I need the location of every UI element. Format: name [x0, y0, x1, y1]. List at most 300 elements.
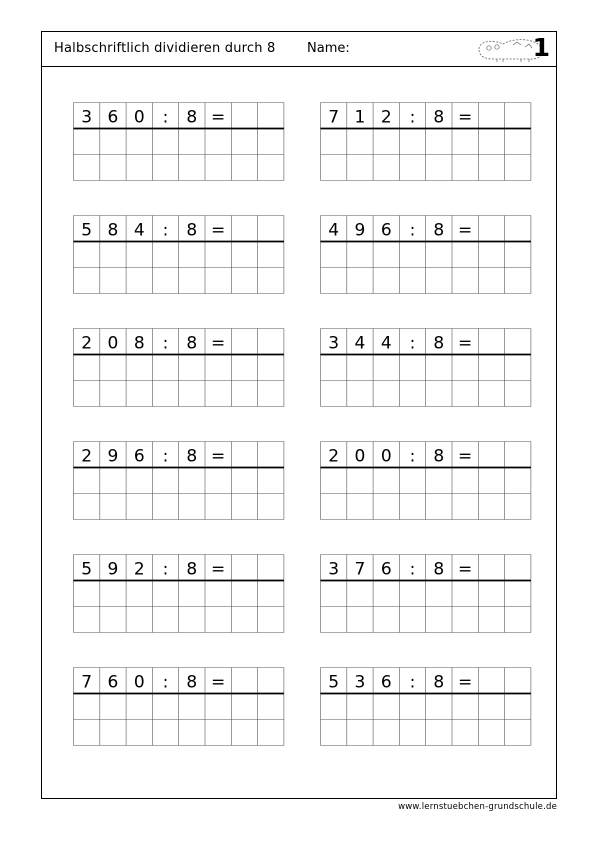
answer-cell[interactable] — [348, 269, 372, 293]
answer-cell[interactable] — [75, 156, 99, 180]
divisor-digit: 8 — [186, 220, 198, 241]
division-operator: : — [162, 333, 169, 354]
dividend-digit: 7 — [328, 107, 340, 128]
answer-cell[interactable] — [232, 130, 256, 154]
answer-cell[interactable] — [374, 721, 398, 745]
answer-cell[interactable] — [75, 269, 99, 293]
answer-cell[interactable] — [479, 382, 503, 406]
answer-cell[interactable] — [506, 156, 530, 180]
result-cell[interactable] — [506, 443, 530, 467]
answer-cell[interactable] — [506, 356, 530, 380]
answer-cell[interactable] — [180, 130, 204, 154]
answer-cell[interactable] — [374, 356, 398, 380]
answer-cell[interactable] — [322, 582, 346, 606]
divisor-digit: 8 — [433, 220, 445, 241]
dividend-digit: 6 — [133, 446, 145, 467]
answer-cell[interactable] — [453, 243, 477, 267]
dividend-digit: 4 — [328, 220, 340, 241]
answer-cell[interactable] — [153, 156, 177, 180]
answer-cell[interactable] — [374, 608, 398, 632]
answer-cell[interactable] — [180, 582, 204, 606]
answer-cell[interactable] — [259, 695, 283, 719]
answer-cell[interactable] — [259, 382, 283, 406]
answer-cell[interactable] — [427, 269, 451, 293]
result-cell[interactable] — [479, 217, 503, 241]
answer-cell[interactable] — [206, 469, 230, 493]
dividend-digit: 6 — [107, 107, 119, 128]
answer-cell[interactable] — [206, 382, 230, 406]
answer-cell[interactable] — [232, 469, 256, 493]
answer-cell[interactable] — [153, 721, 177, 745]
answer-cell[interactable] — [75, 356, 99, 380]
answer-cell[interactable] — [322, 130, 346, 154]
answer-cell[interactable] — [232, 495, 256, 519]
answer-cell[interactable] — [180, 695, 204, 719]
answer-cell[interactable] — [400, 582, 424, 606]
answer-cell[interactable] — [348, 721, 372, 745]
answer-cell[interactable] — [127, 695, 151, 719]
answer-cell[interactable] — [75, 608, 99, 632]
divisor-digit: 8 — [186, 446, 198, 467]
dividend-digit: 5 — [81, 220, 93, 241]
answer-cell[interactable] — [206, 269, 230, 293]
answer-cell[interactable] — [506, 608, 530, 632]
answer-cell[interactable] — [153, 243, 177, 267]
answer-cell[interactable] — [259, 156, 283, 180]
result-cell[interactable] — [259, 443, 283, 467]
dividend-digit: 0 — [380, 446, 392, 467]
answer-cell[interactable] — [153, 356, 177, 380]
answer-cell[interactable] — [101, 269, 125, 293]
answer-cell[interactable] — [453, 156, 477, 180]
result-cell[interactable] — [259, 556, 283, 580]
answer-cell[interactable] — [427, 130, 451, 154]
answer-cell[interactable] — [75, 243, 99, 267]
worksheet-header — [42, 32, 556, 67]
result-cell[interactable] — [506, 104, 530, 128]
answer-cell[interactable] — [206, 695, 230, 719]
answer-cell[interactable] — [206, 608, 230, 632]
result-cell[interactable] — [479, 669, 503, 693]
answer-cell[interactable] — [400, 382, 424, 406]
dividend-digit: 4 — [354, 333, 366, 354]
answer-cell[interactable] — [400, 130, 424, 154]
result-cell[interactable] — [259, 330, 283, 354]
answer-cell[interactable] — [427, 695, 451, 719]
answer-cell[interactable] — [127, 469, 151, 493]
dividend-digit: 0 — [107, 333, 119, 354]
answer-cell[interactable] — [75, 469, 99, 493]
equals-sign: = — [211, 220, 226, 241]
equals-sign: = — [458, 333, 473, 354]
answer-cell[interactable] — [127, 356, 151, 380]
answer-cell[interactable] — [232, 582, 256, 606]
answer-cell[interactable] — [232, 721, 256, 745]
dividend-digit: 9 — [107, 559, 119, 580]
answer-cell[interactable] — [453, 695, 477, 719]
answer-cell[interactable] — [153, 382, 177, 406]
answer-cell[interactable] — [348, 495, 372, 519]
answer-grid — [320, 554, 532, 634]
answer-cell[interactable] — [101, 582, 125, 606]
answer-cell[interactable] — [400, 721, 424, 745]
answer-cell[interactable] — [75, 721, 99, 745]
dividend-digit: 0 — [133, 107, 145, 128]
division-task — [320, 554, 530, 632]
answer-cell[interactable] — [101, 695, 125, 719]
answer-cell[interactable] — [206, 156, 230, 180]
equals-sign: = — [458, 559, 473, 580]
dividend-digit: 1 — [354, 107, 366, 128]
answer-cell[interactable] — [506, 269, 530, 293]
answer-cell[interactable] — [348, 608, 372, 632]
answer-cell[interactable] — [479, 130, 503, 154]
equals-sign: = — [458, 220, 473, 241]
result-cell[interactable] — [259, 669, 283, 693]
answer-cell[interactable] — [259, 243, 283, 267]
answer-cell[interactable] — [400, 608, 424, 632]
answer-cell[interactable] — [506, 495, 530, 519]
answer-cell[interactable] — [453, 608, 477, 632]
dividend-digit: 2 — [380, 107, 392, 128]
answer-cell[interactable] — [153, 130, 177, 154]
answer-cell[interactable] — [232, 356, 256, 380]
answer-cell[interactable] — [180, 156, 204, 180]
answer-cell[interactable] — [75, 495, 99, 519]
answer-cell[interactable] — [322, 243, 346, 267]
answer-cell[interactable] — [506, 243, 530, 267]
answer-cell[interactable] — [206, 582, 230, 606]
answer-cell[interactable] — [348, 356, 372, 380]
answer-cell[interactable] — [322, 382, 346, 406]
answer-cell[interactable] — [479, 356, 503, 380]
answer-cell[interactable] — [259, 495, 283, 519]
answer-cell[interactable] — [348, 695, 372, 719]
answer-cell[interactable] — [232, 156, 256, 180]
answer-grid — [73, 667, 285, 747]
answer-cell[interactable] — [127, 582, 151, 606]
division-operator: : — [162, 107, 169, 128]
answer-cell[interactable] — [400, 156, 424, 180]
result-cell[interactable] — [232, 217, 256, 241]
result-cell[interactable] — [506, 669, 530, 693]
division-task — [73, 441, 283, 519]
answer-cell[interactable] — [322, 356, 346, 380]
answer-cell[interactable] — [374, 582, 398, 606]
answer-cell[interactable] — [180, 469, 204, 493]
answer-cell[interactable] — [153, 695, 177, 719]
answer-grid — [73, 554, 285, 634]
dividend-digit: 3 — [328, 333, 340, 354]
dividend-digit: 9 — [354, 220, 366, 241]
answer-cell[interactable] — [427, 495, 451, 519]
answer-grid — [320, 667, 532, 747]
answer-cell[interactable] — [153, 469, 177, 493]
answer-cell[interactable] — [322, 469, 346, 493]
answer-cell[interactable] — [259, 469, 283, 493]
dividend-digit: 0 — [354, 446, 366, 467]
result-cell[interactable] — [506, 556, 530, 580]
answer-cell[interactable] — [453, 495, 477, 519]
dividend-digit: 2 — [328, 446, 340, 467]
division-operator: : — [409, 220, 416, 241]
answer-cell[interactable] — [75, 582, 99, 606]
answer-cell[interactable] — [322, 269, 346, 293]
dividend-digit: 0 — [133, 672, 145, 693]
answer-cell[interactable] — [427, 582, 451, 606]
answer-cell[interactable] — [101, 469, 125, 493]
equals-sign: = — [211, 446, 226, 467]
dividend-digit: 3 — [354, 672, 366, 693]
answer-cell[interactable] — [348, 156, 372, 180]
answer-grid — [320, 102, 532, 182]
result-cell[interactable] — [479, 443, 503, 467]
answer-cell[interactable] — [206, 243, 230, 267]
answer-cell[interactable] — [400, 243, 424, 267]
result-cell[interactable] — [479, 556, 503, 580]
answer-cell[interactable] — [75, 695, 99, 719]
equals-sign: = — [458, 107, 473, 128]
answer-cell[interactable] — [453, 382, 477, 406]
equals-sign: = — [211, 107, 226, 128]
answer-cell[interactable] — [127, 721, 151, 745]
dividend-digit: 2 — [81, 446, 93, 467]
division-task — [320, 102, 530, 180]
answer-cell[interactable] — [506, 721, 530, 745]
answer-cell[interactable] — [101, 608, 125, 632]
answer-cell[interactable] — [232, 382, 256, 406]
answer-cell[interactable] — [479, 695, 503, 719]
name-label: Name: — [307, 41, 350, 56]
answer-cell[interactable] — [322, 608, 346, 632]
answer-cell[interactable] — [506, 382, 530, 406]
divisor-digit: 8 — [433, 333, 445, 354]
answer-cell[interactable] — [232, 695, 256, 719]
answer-cell[interactable] — [206, 495, 230, 519]
answer-cell[interactable] — [506, 582, 530, 606]
answer-cell[interactable] — [506, 469, 530, 493]
division-operator: : — [409, 446, 416, 467]
answer-cell[interactable] — [506, 695, 530, 719]
dividend-digit: 3 — [328, 559, 340, 580]
dividend-digit: 9 — [107, 446, 119, 467]
answer-cell[interactable] — [322, 695, 346, 719]
answer-cell[interactable] — [479, 582, 503, 606]
answer-cell[interactable] — [427, 243, 451, 267]
result-cell[interactable] — [232, 104, 256, 128]
equals-sign: = — [458, 446, 473, 467]
dividend-digit: 7 — [354, 559, 366, 580]
dividend-digit: 5 — [328, 672, 340, 693]
answer-cell[interactable] — [479, 495, 503, 519]
divisor-digit: 8 — [433, 107, 445, 128]
answer-cell[interactable] — [180, 721, 204, 745]
answer-cell[interactable] — [206, 356, 230, 380]
answer-cell[interactable] — [453, 130, 477, 154]
result-cell[interactable] — [506, 330, 530, 354]
answer-cell[interactable] — [374, 156, 398, 180]
answer-cell[interactable] — [101, 382, 125, 406]
answer-cell[interactable] — [374, 243, 398, 267]
answer-cell[interactable] — [127, 382, 151, 406]
division-task — [320, 215, 530, 293]
answer-cell[interactable] — [374, 695, 398, 719]
answer-cell[interactable] — [479, 721, 503, 745]
answer-cell[interactable] — [479, 269, 503, 293]
answer-cell[interactable] — [153, 608, 177, 632]
result-cell[interactable] — [232, 330, 256, 354]
answer-grid — [320, 215, 532, 295]
answer-cell[interactable] — [259, 582, 283, 606]
answer-cell[interactable] — [427, 382, 451, 406]
dividend-digit: 6 — [380, 672, 392, 693]
answer-cell[interactable] — [180, 243, 204, 267]
answer-cell[interactable] — [127, 608, 151, 632]
answer-cell[interactable] — [101, 721, 125, 745]
answer-cell[interactable] — [259, 356, 283, 380]
answer-cell[interactable] — [101, 156, 125, 180]
answer-cell[interactable] — [322, 156, 346, 180]
divisor-digit: 8 — [186, 672, 198, 693]
answer-cell[interactable] — [400, 469, 424, 493]
answer-cell[interactable] — [75, 130, 99, 154]
dividend-digit: 4 — [380, 333, 392, 354]
division-task — [73, 215, 283, 293]
division-operator: : — [162, 220, 169, 241]
equals-sign: = — [458, 672, 473, 693]
answer-cell[interactable] — [400, 356, 424, 380]
division-task — [73, 667, 283, 745]
answer-cell[interactable] — [348, 469, 372, 493]
answer-cell[interactable] — [259, 608, 283, 632]
answer-cell[interactable] — [206, 130, 230, 154]
answer-cell[interactable] — [374, 495, 398, 519]
division-task — [320, 441, 530, 519]
answer-cell[interactable] — [427, 608, 451, 632]
answer-cell[interactable] — [206, 721, 230, 745]
answer-cell[interactable] — [374, 130, 398, 154]
result-cell[interactable] — [259, 217, 283, 241]
answer-cell[interactable] — [322, 495, 346, 519]
dividend-digit: 7 — [81, 672, 93, 693]
answer-cell[interactable] — [101, 495, 125, 519]
answer-cell[interactable] — [127, 495, 151, 519]
division-task — [320, 667, 530, 745]
answer-cell[interactable] — [374, 469, 398, 493]
division-task — [73, 102, 283, 180]
answer-cell[interactable] — [348, 382, 372, 406]
answer-cell[interactable] — [232, 243, 256, 267]
division-task — [73, 328, 283, 406]
result-cell[interactable] — [479, 330, 503, 354]
answer-cell[interactable] — [427, 356, 451, 380]
answer-cell[interactable] — [453, 582, 477, 606]
answer-cell[interactable] — [400, 495, 424, 519]
answer-cell[interactable] — [101, 243, 125, 267]
divisor-digit: 8 — [186, 333, 198, 354]
answer-cell[interactable] — [506, 130, 530, 154]
answer-cell[interactable] — [400, 695, 424, 719]
answer-cell[interactable] — [348, 582, 372, 606]
answer-cell[interactable] — [180, 356, 204, 380]
answer-cell[interactable] — [75, 382, 99, 406]
dividend-digit: 8 — [133, 333, 145, 354]
answer-cell[interactable] — [180, 382, 204, 406]
answer-cell[interactable] — [427, 469, 451, 493]
answer-cell[interactable] — [348, 130, 372, 154]
answer-grid — [73, 215, 285, 295]
result-cell[interactable] — [259, 104, 283, 128]
answer-cell[interactable] — [259, 721, 283, 745]
answer-cell[interactable] — [322, 721, 346, 745]
divisor-digit: 8 — [186, 107, 198, 128]
division-operator: : — [409, 559, 416, 580]
answer-cell[interactable] — [127, 243, 151, 267]
equals-sign: = — [211, 333, 226, 354]
answer-grid — [73, 441, 285, 521]
answer-cell[interactable] — [479, 156, 503, 180]
division-operator: : — [162, 559, 169, 580]
answer-cell[interactable] — [374, 382, 398, 406]
answer-cell[interactable] — [453, 269, 477, 293]
answer-cell[interactable] — [479, 243, 503, 267]
answer-cell[interactable] — [232, 269, 256, 293]
answer-cell[interactable] — [180, 495, 204, 519]
result-cell[interactable] — [232, 556, 256, 580]
answer-cell[interactable] — [427, 156, 451, 180]
dividend-digit: 3 — [81, 107, 93, 128]
answer-cell[interactable] — [400, 269, 424, 293]
divisor-digit: 8 — [433, 446, 445, 467]
answer-cell[interactable] — [153, 495, 177, 519]
answer-cell[interactable] — [259, 130, 283, 154]
answer-cell[interactable] — [374, 269, 398, 293]
dividend-digit: 5 — [81, 559, 93, 580]
equals-sign: = — [211, 559, 226, 580]
answer-cell[interactable] — [180, 608, 204, 632]
answer-cell[interactable] — [127, 156, 151, 180]
answer-cell[interactable] — [180, 269, 204, 293]
division-operator: : — [162, 672, 169, 693]
result-cell[interactable] — [232, 669, 256, 693]
answer-grid — [320, 328, 532, 408]
division-task — [320, 328, 530, 406]
answer-cell[interactable] — [101, 356, 125, 380]
answer-cell[interactable] — [153, 582, 177, 606]
answer-cell[interactable] — [453, 721, 477, 745]
dividend-digit: 2 — [133, 559, 145, 580]
answer-cell[interactable] — [232, 608, 256, 632]
answer-cell[interactable] — [453, 469, 477, 493]
result-cell[interactable] — [506, 217, 530, 241]
worksheet-title: Halbschriftlich dividieren durch 8 — [54, 41, 276, 56]
answer-cell[interactable] — [479, 608, 503, 632]
divisor-digit: 8 — [186, 559, 198, 580]
answer-cell[interactable] — [259, 269, 283, 293]
answer-cell[interactable] — [127, 269, 151, 293]
answer-cell[interactable] — [127, 130, 151, 154]
answer-cell[interactable] — [153, 269, 177, 293]
answer-cell[interactable] — [101, 130, 125, 154]
result-cell[interactable] — [232, 443, 256, 467]
dividend-digit: 6 — [107, 672, 119, 693]
answer-cell[interactable] — [427, 721, 451, 745]
result-cell[interactable] — [479, 104, 503, 128]
answer-cell[interactable] — [479, 469, 503, 493]
answer-cell[interactable] — [453, 356, 477, 380]
division-operator: : — [409, 672, 416, 693]
answer-cell[interactable] — [348, 243, 372, 267]
